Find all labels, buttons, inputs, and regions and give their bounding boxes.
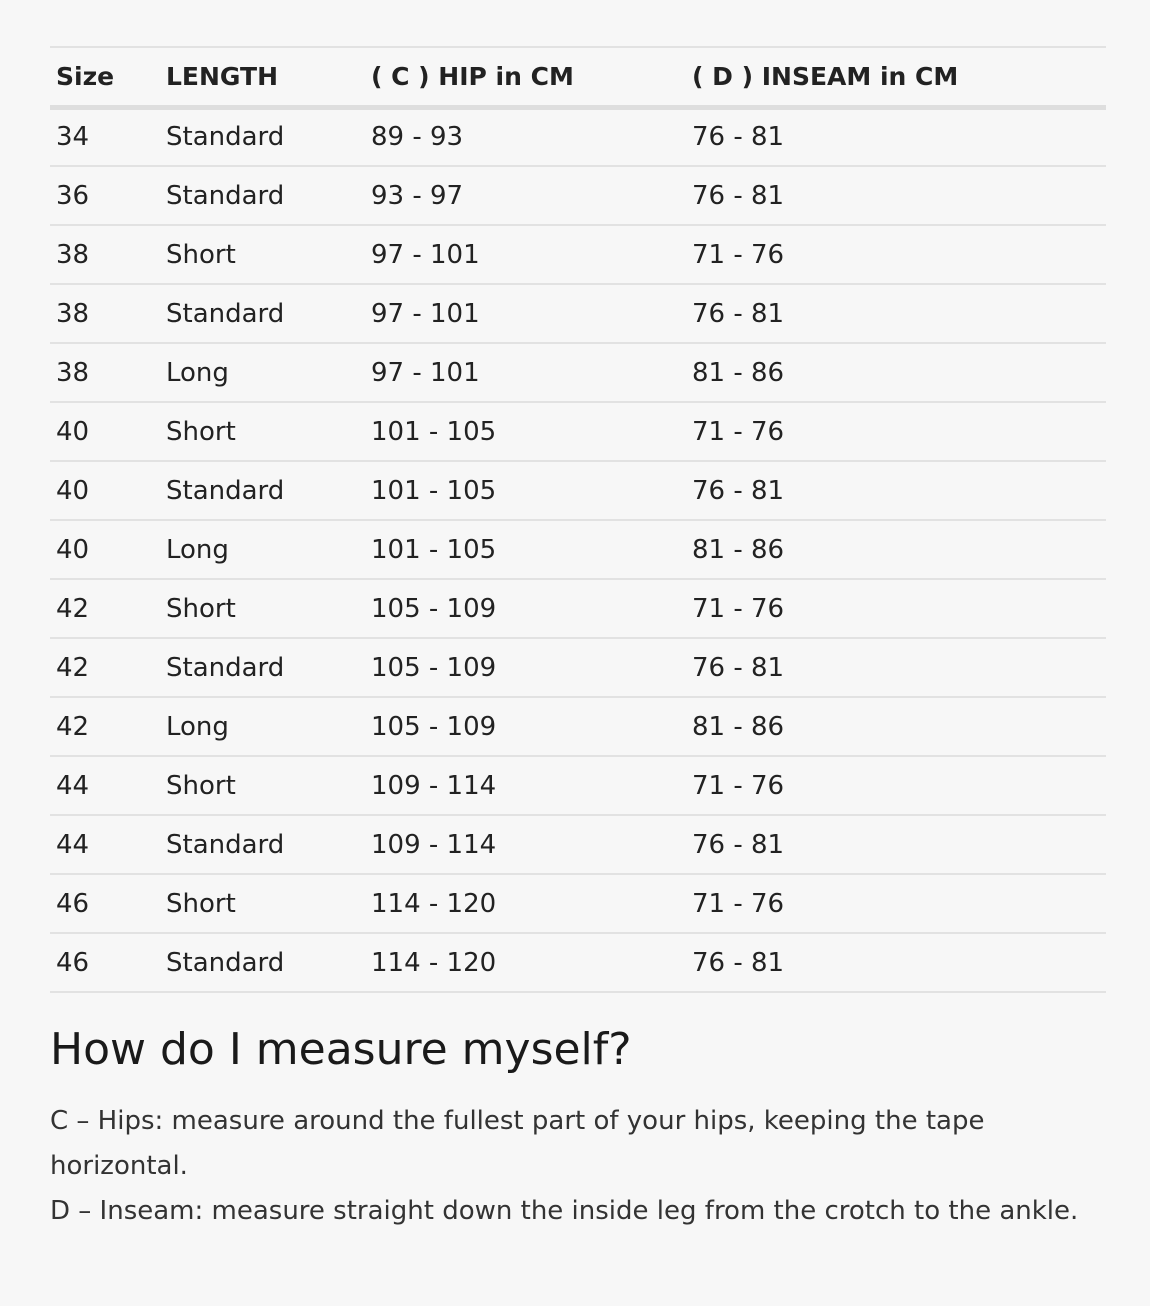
cell-hip: 101 - 105 bbox=[365, 520, 686, 579]
cell-hip: 105 - 109 bbox=[365, 638, 686, 697]
cell-hip: 114 - 120 bbox=[365, 933, 686, 992]
table-row bbox=[50, 638, 1106, 697]
measure-heading: How do I measure myself? bbox=[50, 1024, 632, 1075]
cell-inseam: 76 - 81 bbox=[686, 166, 1106, 225]
cell-size: 38 bbox=[50, 225, 160, 284]
cell-length: Standard bbox=[160, 461, 365, 520]
cell-inseam: 76 - 81 bbox=[686, 284, 1106, 343]
cell-inseam: 71 - 76 bbox=[686, 225, 1106, 284]
cell-inseam: 71 - 76 bbox=[686, 756, 1106, 815]
cell-size: 40 bbox=[50, 402, 160, 461]
table-row bbox=[50, 166, 1106, 225]
cell-inseam: 71 - 76 bbox=[686, 874, 1106, 933]
header-inseam: ( D ) INSEAM in CM bbox=[686, 47, 1106, 107]
cell-length: Short bbox=[160, 579, 365, 638]
header-size: Size bbox=[50, 47, 160, 107]
cell-length: Long bbox=[160, 697, 365, 756]
table-row bbox=[50, 756, 1106, 815]
cell-length: Standard bbox=[160, 166, 365, 225]
cell-length: Short bbox=[160, 874, 365, 933]
table-header bbox=[50, 47, 1106, 107]
hips-instruction: C – Hips: measure around the fullest part of your hips, keeping the tape horizontal. bbox=[50, 1106, 985, 1181]
cell-size: 40 bbox=[50, 520, 160, 579]
cell-size: 42 bbox=[50, 579, 160, 638]
cell-inseam: 76 - 81 bbox=[686, 638, 1106, 697]
cell-size: 46 bbox=[50, 874, 160, 933]
table-header-row bbox=[50, 47, 1106, 107]
cell-inseam: 76 - 81 bbox=[686, 107, 1106, 166]
table-body bbox=[50, 107, 1106, 992]
cell-inseam: 81 - 86 bbox=[686, 697, 1106, 756]
cell-hip: 97 - 101 bbox=[365, 225, 686, 284]
cell-hip: 109 - 114 bbox=[365, 756, 686, 815]
table-row bbox=[50, 520, 1106, 579]
cell-hip: 105 - 109 bbox=[365, 579, 686, 638]
cell-length: Short bbox=[160, 225, 365, 284]
cell-inseam: 71 - 76 bbox=[686, 402, 1106, 461]
cell-length: Standard bbox=[160, 107, 365, 166]
cell-length: Standard bbox=[160, 638, 365, 697]
cell-size: 44 bbox=[50, 815, 160, 874]
cell-size: 36 bbox=[50, 166, 160, 225]
table-row bbox=[50, 402, 1106, 461]
table-row bbox=[50, 107, 1106, 166]
cell-size: 38 bbox=[50, 284, 160, 343]
cell-length: Standard bbox=[160, 933, 365, 992]
cell-hip: 97 - 101 bbox=[365, 284, 686, 343]
cell-inseam: 76 - 81 bbox=[686, 933, 1106, 992]
measure-instructions bbox=[50, 1099, 1110, 1234]
table-row bbox=[50, 933, 1106, 992]
header-hip: ( C ) HIP in CM bbox=[365, 47, 686, 107]
inseam-instruction: D – Inseam: measure straight down the inside leg from the crotch to the ankle. bbox=[50, 1196, 1079, 1226]
cell-inseam: 76 - 81 bbox=[686, 461, 1106, 520]
header-length: LENGTH bbox=[160, 47, 365, 107]
cell-inseam: 81 - 86 bbox=[686, 520, 1106, 579]
cell-length: Short bbox=[160, 402, 365, 461]
cell-hip: 89 - 93 bbox=[365, 107, 686, 166]
cell-inseam: 71 - 76 bbox=[686, 579, 1106, 638]
cell-size: 42 bbox=[50, 638, 160, 697]
cell-length: Standard bbox=[160, 284, 365, 343]
table-row bbox=[50, 697, 1106, 756]
table-row bbox=[50, 284, 1106, 343]
table-row bbox=[50, 343, 1106, 402]
cell-hip: 101 - 105 bbox=[365, 461, 686, 520]
cell-hip: 114 - 120 bbox=[365, 874, 686, 933]
table-row bbox=[50, 461, 1106, 520]
table-row bbox=[50, 815, 1106, 874]
cell-size: 46 bbox=[50, 933, 160, 992]
table-row bbox=[50, 874, 1106, 933]
cell-hip: 109 - 114 bbox=[365, 815, 686, 874]
cell-inseam: 81 - 86 bbox=[686, 343, 1106, 402]
cell-size: 34 bbox=[50, 107, 160, 166]
cell-length: Standard bbox=[160, 815, 365, 874]
cell-size: 42 bbox=[50, 697, 160, 756]
table-row bbox=[50, 579, 1106, 638]
cell-size: 44 bbox=[50, 756, 160, 815]
cell-inseam: 76 - 81 bbox=[686, 815, 1106, 874]
table-row bbox=[50, 225, 1106, 284]
cell-hip: 101 - 105 bbox=[365, 402, 686, 461]
cell-length: Long bbox=[160, 343, 365, 402]
cell-hip: 105 - 109 bbox=[365, 697, 686, 756]
cell-hip: 97 - 101 bbox=[365, 343, 686, 402]
size-chart-table bbox=[50, 46, 1106, 993]
cell-size: 38 bbox=[50, 343, 160, 402]
cell-length: Long bbox=[160, 520, 365, 579]
cell-length: Short bbox=[160, 756, 365, 815]
cell-size: 40 bbox=[50, 461, 160, 520]
cell-hip: 93 - 97 bbox=[365, 166, 686, 225]
